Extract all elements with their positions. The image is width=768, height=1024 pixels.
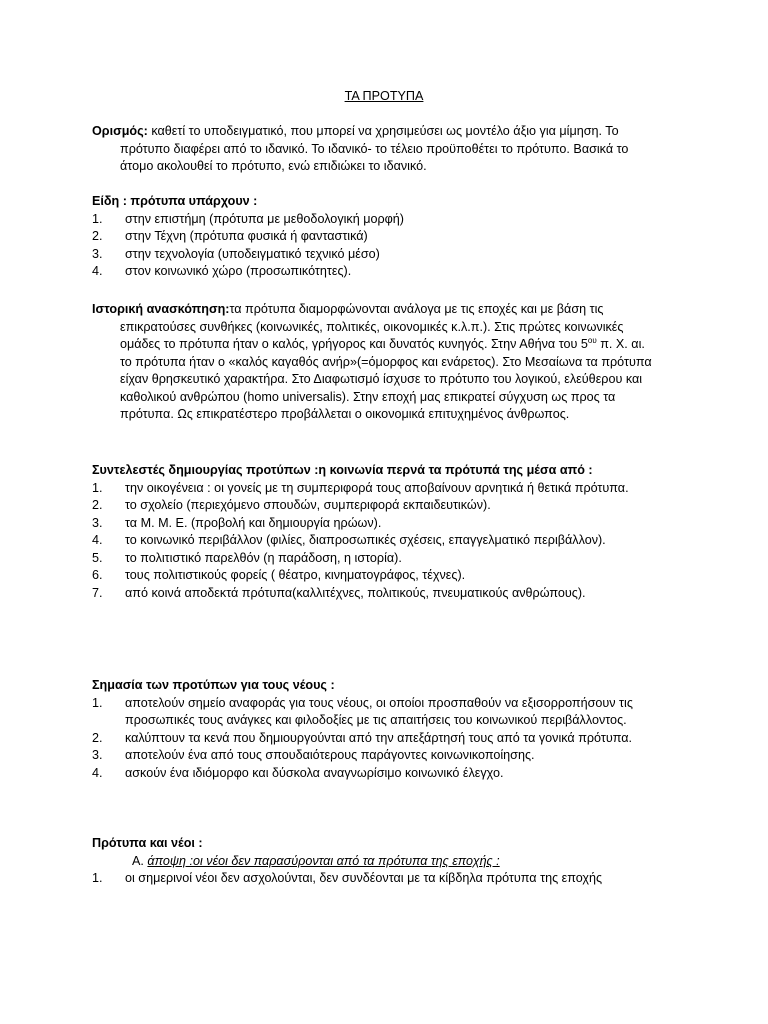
- importance-section: [92, 677, 658, 782]
- list-item: 4. το κοινωνικό περιβάλλον (φιλίες, διαπροσωπικές σχέσεις, επαγγελματικό περιβάλλον).: [92, 533, 606, 547]
- list-item: 1. την οικογένεια : οι γονείς με τη συμπεριφορά τους αποβαίνουν αρνητικά ή θετικά πρότυπα.: [92, 480, 629, 495]
- list-item: 1. οι σημερινοί νέοι δεν ασχολούνται, δεν συνδέονται με τα κίβδηλα πρότυπα της εποχής: [92, 871, 603, 885]
- factors-list: [92, 480, 658, 603]
- history-paragraph: Ιστορική ανασκόπηση:τα πρότυπα διαμορφώνονται ανάλογα με τις εποχές και με βάση τις επικρατούσες συνθήκες (κοινωνικές, πολιτικές, οικονομικές κ.λ.π.). Στις πρώτες κοινωνικές ομάδες το πρότυπα ήταν ο καλός, γρήγορος και δυνατός κυνηγός. Στην Αθήνα του $5^{o\upsilon}$ π. Χ. αι. το πρότυπα ήταν ο «καλός καγαθός ανήρ»(=όμορφος και ενάρετος). Στο Μεσαίωνα τα πρότυπα είχαν θρησκευτικό χαρακτήρα. Στο Διαφωτισμό ίσχυσε το πρότυπο του λογικού, ελεύθερου και καθολικού ανθρώπου (homo universalis). Στην εποχή μας επικρατεί σύγχυση ως προς τα πρότυπα. Ως επικρατέστερο προβάλλεται ο οικονομικά επιτυχημένος άνθρωπος.: [92, 302, 652, 421]
- list-item: 1. στην επιστήμη (πρότυπα με μεθοδολογική μορφή): [92, 211, 404, 226]
- list-item: 2. το σχολείο (περιεχόμενο σπουδών, συμπεριφορά εκπαιδευτικών).: [92, 498, 491, 512]
- types-list: [92, 211, 658, 281]
- superscript: ου: [587, 335, 597, 345]
- list-item: 6. τους πολιτιστικούς φορείς ( θέατρο, κινηματογράφος, τέχνες).: [92, 568, 466, 582]
- list-item: 1. αποτελούν σημείο αναφοράς για τους νέους, οι οποίοι προσπαθούν να εξισορροπήσουν τις προσωπικές τους ανάγκες και φιλοδοξίες με τις απαιτήσεις του κοινωνικού περιβάλλοντος.: [92, 695, 633, 727]
- definition-label: Ορισμός:: [92, 124, 148, 138]
- opinion-line: [92, 853, 658, 871]
- factors-section: [92, 462, 658, 602]
- list-item: 2. καλύπτουν τα κενά που δημιουργούνται από την απεξάρτησή τους από τα γονικά πρότυπα.: [92, 730, 633, 745]
- definition-paragraph: [92, 123, 658, 176]
- list-item: 4. στον κοινωνικό χώρο (προσωπικότητες).: [92, 264, 352, 278]
- types-heading: Είδη : πρότυπα υπάρχουν :: [92, 194, 258, 208]
- list-item: 7. από κοινά αποδεκτά πρότυπα(καλλιτέχνες, πολιτικούς, πνευματικούς ανθρώπους).: [92, 585, 586, 600]
- youth-list: [92, 870, 658, 888]
- list-item: 3. αποτελούν ένα από τους σπουδαιότερους παράγοντες κοινωνικοποίησης.: [92, 748, 535, 762]
- importance-list: [92, 695, 658, 783]
- types-section: [92, 193, 658, 281]
- opinion-letter: Α.: [132, 853, 148, 868]
- importance-heading: Σημασία των προτύπων για τους νέους :: [92, 678, 335, 692]
- opinion-text: άποψη :οι νέοι δεν παρασύρονται από τα πρότυπα της εποχής :: [147, 853, 500, 868]
- factors-heading: Συντελεστές δημιουργίας προτύπων :η κοινωνία περνά τα πρότυπά της μέσα από :: [92, 463, 593, 477]
- definition-section: [92, 123, 658, 176]
- history-label: Ιστορική ανασκόπηση:: [92, 302, 230, 316]
- list-item: 2. στην Τέχνη (πρότυπα φυσικά ή φανταστικά): [92, 229, 368, 243]
- youth-section: [92, 835, 658, 888]
- list-item: 3. τα Μ. Μ. Ε. (προβολή και δημιουργία ηρώων).: [92, 515, 382, 530]
- list-item: 3. στην τεχνολογία (υποδειγματικό τεχνικό μέσο): [92, 246, 380, 261]
- history-section: [92, 301, 658, 424]
- list-item: 5. το πολιτιστικό παρελθόν (η παράδοση, η ιστορία).: [92, 550, 402, 565]
- definition-text: καθετί το υποδειγματικό, που μπορεί να χρησιμεύσει ως μοντέλο άξιο για μίμηση. Το πρότυπο διαφέρει από το ιδανικό. Το ιδανικό- το τέλειο προϋποθέτει το πρότυπο. Βασικά το άτομο ακολουθεί το πρότυπο, ενώ επιδιώκει το ιδανικό.: [120, 124, 629, 173]
- page-title: ΤΑ ΠΡΟΤΥΠΑ: [344, 89, 424, 103]
- list-item: 4. ασκούν ένα ιδιόμορφο και δύσκολα αναγνωρίσιμο κοινωνικό έλεγχο.: [92, 765, 504, 780]
- youth-heading: Πρότυπα και νέοι :: [92, 836, 203, 850]
